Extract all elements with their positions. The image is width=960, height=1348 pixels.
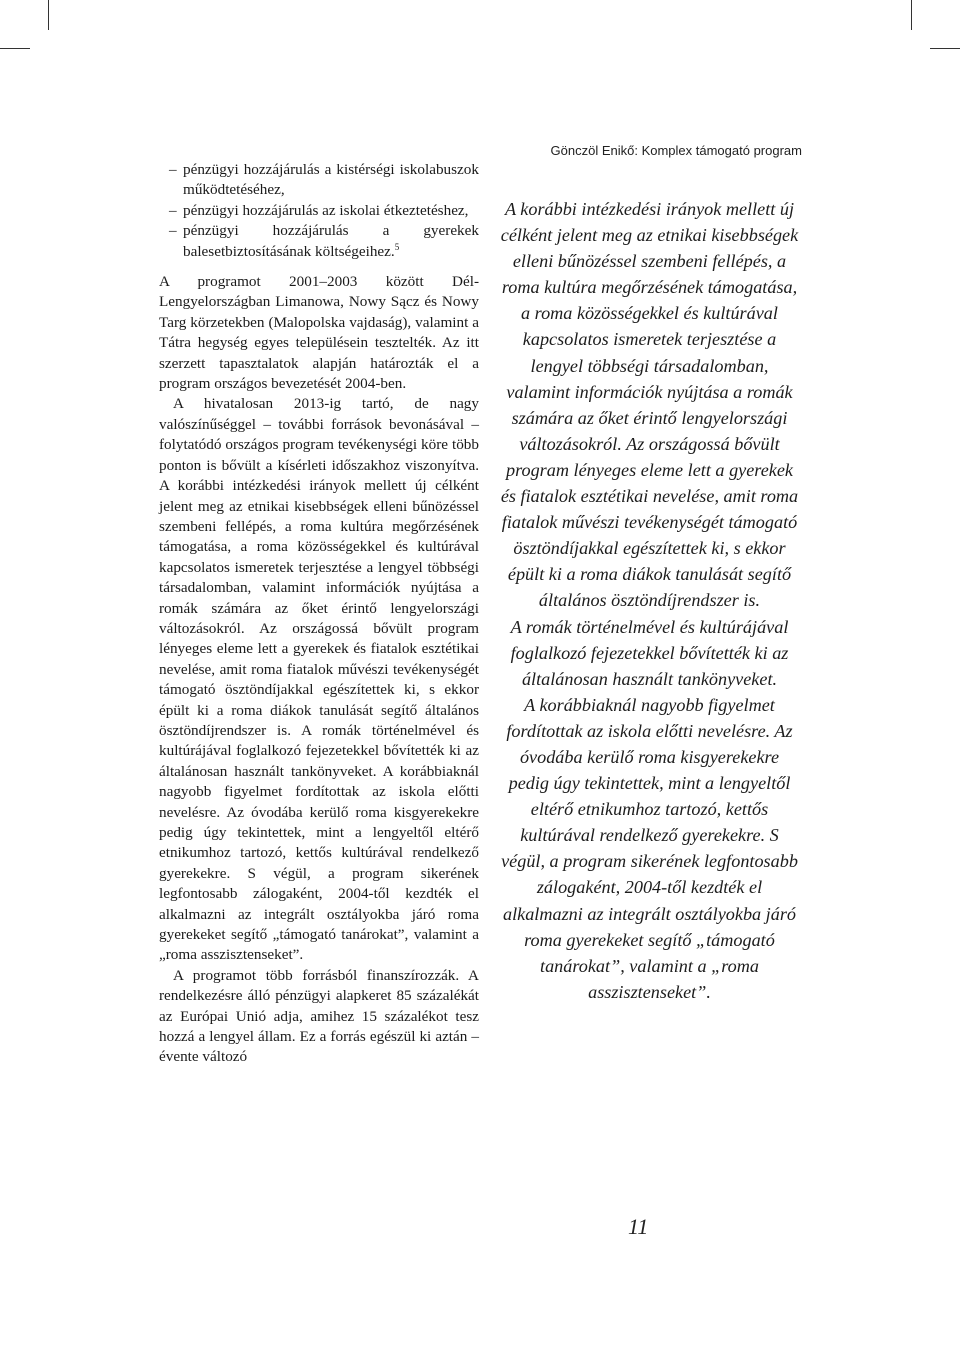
body-paragraph: A hivatalosan 2013-ig tartó, de nagy valószínűséggel – további források bevonásával – folytatódó országos program tevékenységi köre több ponton is bővült a kísérleti időszakhoz viszonyítva. A korábbi intézkedési irányok mellett új célként jelent meg az etnikai kisebbségek elleni bűnözéssel szembeni fellépés, a roma kultúra megőrzésének támogatása, a roma közösségekkel és kultúrával kapcsolatos ismeretek terjesztése a lengyel többségi társadalomban, valamint információk nyújtása a romák számára az őket érintő lengyelországi változásokról. Az országossá bővült program lényeges eleme lett a gyerekek és fiatalok esztétikai nevelése, amit roma fiatalok művészi tevékenységét támogató ösztöndíjakkal egészítettek ki, s ekkor épült ki a roma diákok tanulását segítő általános ösztöndíjrendszer is. A romák történelmével és kultúrájával foglalkozó fejezetekkel bővítették ki az általánosan használt tankönyveket. A korábbiaknál nagyobb figyelmet fordítottak az iskola előtti nevelésre. Az óvodába kerülő roma kisgyerekekre pedig úgy tekintettek, mint a lengyeltől eltérő etnikumhoz tartozó, kettős kultúrával rendelkező gyerekekre. S végül, a program sikerének legfontosabb zálogaként, 2004-től kezdték el alkalmazni az integrált osztályokba járó roma gyerekeket segítő „támogató tanárokat”, valamint a „roma asszisztenseket”. [159, 395, 479, 964]
running-header: Gönczöl Enikő: Komplex támogató program [550, 143, 802, 158]
list-item: – pénzügyi hozzájárulás a gyerekek balesetbiztosításának költségeihez.$^5$ [159, 221, 479, 262]
pull-quote-paragraph: A korábbi intézkedési irányok mellett új célként jelent meg az etnikai kisebbségek elleni bűnözéssel szembeni fellépés, a roma kultúra megőrzésének támogatása, a roma közösségekkel és kultúrával kapcsolatos ismeretek terjesztése a lengyel többségi társadalomban, valamint információk nyújtása a romák számára az őket érintő lengyelországi változásokról. Az országossá bővült program lényeges eleme lett a gyerekek és fiatalok esztétikai nevelése, amit roma fiatalok művészi tevékenységét támogató ösztöndíjakkal egészítettek ki, s ekkor épült ki a roma diákok tanulását segítő általános ösztöndíjrendszer is. [500, 199, 799, 611]
pull-quote [498, 196, 801, 1005]
body-paragraph: A programot több forrásból finanszírozzák. A rendelkezésre álló pénzügyi alapkeret 85 százalékát az Európai Unió adja, amihez 15 százalékot tesz hozzá a lengyel állam. Ez a forrás egészül ki aztán – évente változó [159, 966, 479, 1066]
list-item: – pénzügyi hozzájárulás a kistérségi iskolabuszok működtetéséhez, [159, 160, 479, 201]
crop-mark [911, 0, 912, 30]
crop-mark [48, 0, 49, 30]
pull-quote-paragraph: A romák történelmével és kultúrájával foglalkozó fejezetekkel bővítették ki az általánosan használt tankönyveket. [510, 616, 789, 689]
pull-quote-paragraph: A korábbiaknál nagyobb figyelmet fordítottak az iskola előtti nevelésre. Az óvodába kerülő roma kisgyerekekre pedig úgy tekintettek, mint a lengyeltől eltérő etnikumhoz tartozó, kettős kultúrával rendelkező gyerekekre. S végül, a program sikerének legfontosabb zálogaként, 2004-től kezdték el alkalmazni az integrált osztályokba járó roma gyerekeket segítő „támogató tanárokat”, valamint a „roma asszisztenseket”. [501, 694, 798, 1002]
list-item: – pénzügyi hozzájárulás az iskolai étkeztetéshez, [159, 201, 479, 221]
main-text-column [159, 160, 479, 1068]
body-paragraph: A programot 2001–2003 között Dél-Lengyelországban Limanowa, Nowy Sącz és Nowy Targ körzetekben (Malopolska vajdaság), valamint a Tátra hegység egyes településein tesztelték. Az itt szerzett tapasztalatok alapján határozták el a program országos bevezetését 2004-ben. [159, 273, 479, 393]
bullet-list [159, 160, 479, 262]
footnote-reference: 5 [394, 241, 400, 252]
crop-mark [930, 48, 960, 49]
crop-mark [0, 48, 30, 49]
page-number: 11 [628, 1214, 649, 1239]
